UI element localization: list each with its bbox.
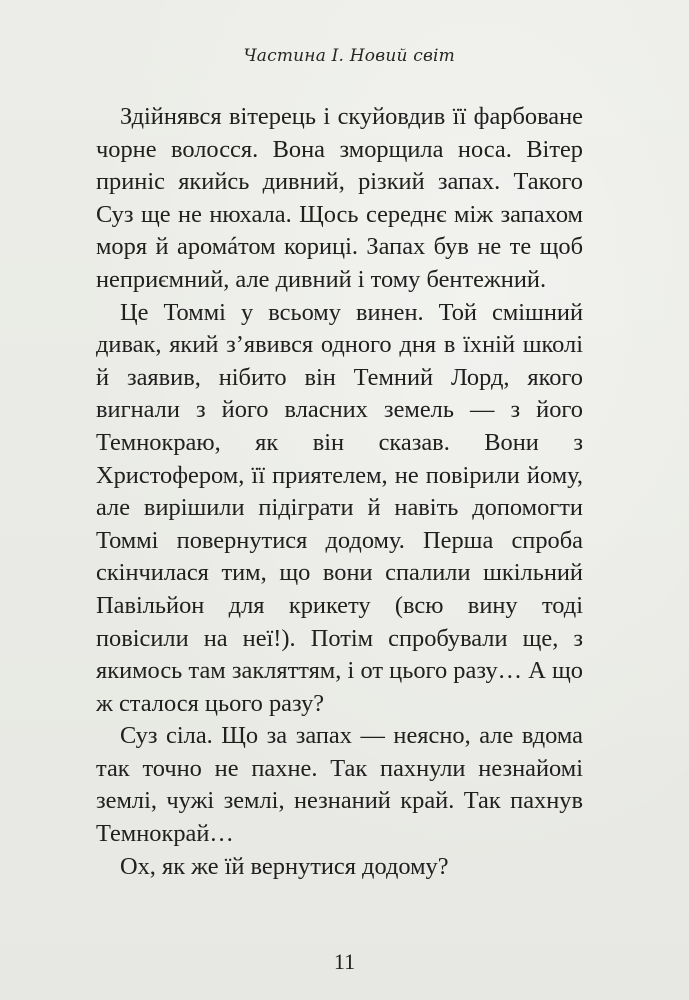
paragraph-2: Це Томмі у всьому винен. Той смішний дивак, який з’явився одного дня в їхній школі й заявив, нібито він Темний Лорд, якого вигнали з його власних земель — з його Темнокраю, як він сказав. Вони з Христофером, її приятелем, не повірили йому, але вирішили підіграти й навіть допомогти Томмі повернутися додому. Перша спроба скінчилася тим, що вони спалили шкільний Павільйон для крикету (всю вину тоді повісили на неї!). Потім спробували ще, з якимось там закляттям, і от цього разу… А що ж сталося цього разу? bbox=[96, 298, 583, 717]
paragraph-3: Суз сіла. Що за запах — неясно, але вдома так точно не пахне. Так пахнули незнайомі землі, чужі землі, незнаний край. Так пахнув Темнокрай… bbox=[96, 722, 583, 848]
paragraph-4: Ох, як же їй вернутися додому? bbox=[120, 852, 449, 880]
running-head: Частина I. Новий світ bbox=[243, 46, 455, 66]
paragraph-1: Здійнявся вітерець і скуйовдив її фарбоване чорне волосся. Вона зморщила носа. Вітер приніс якийсь дивний, різкий запах. Такого Суз ще не нюхала. Щось середнє між запахом моря й аромáтом кориці. Запах був не те щоб неприємний, але дивний і тому бентежний. bbox=[96, 103, 583, 293]
body-text bbox=[96, 101, 583, 883]
page-number: 11 bbox=[333, 949, 356, 974]
